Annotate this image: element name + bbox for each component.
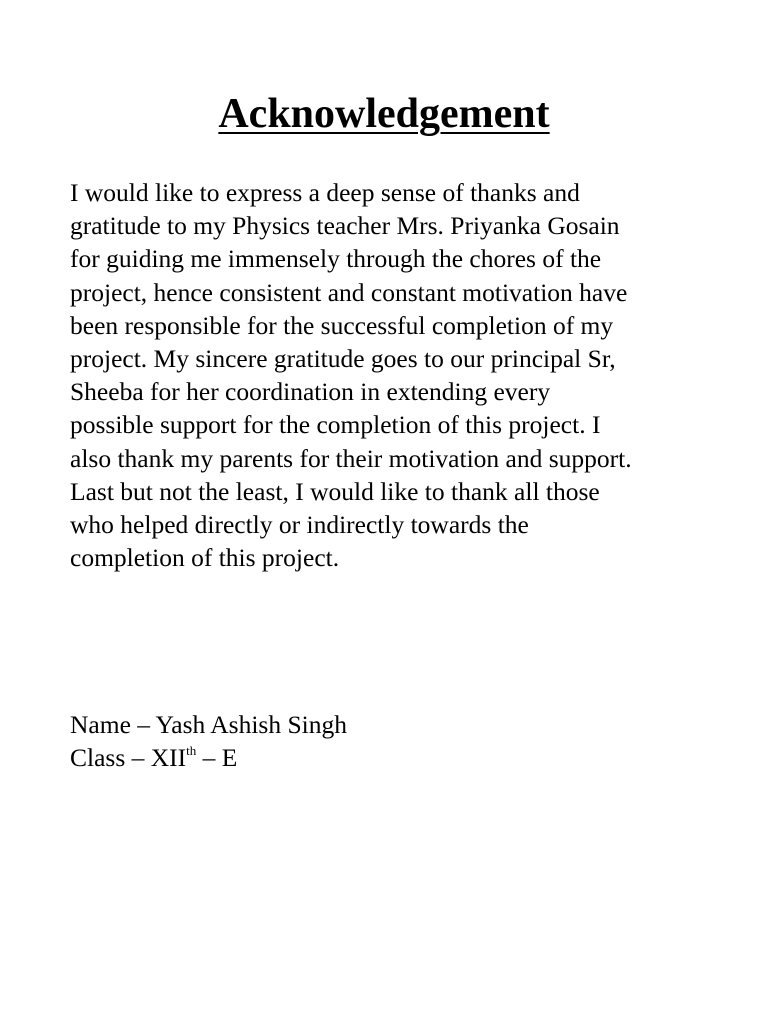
body-line: also thank my parents for their motivation and support. — [70, 443, 632, 473]
body-line: completion of this project. — [70, 543, 340, 573]
body-line: I would like to express a deep sense of thanks and — [70, 178, 580, 207]
body-line: been responsible for the successful completion of my — [70, 310, 614, 340]
class-superscript: th — [186, 743, 197, 759]
body-line: possible support for the completion of this project. I — [70, 410, 601, 440]
body-line: project. My sincere gratitude goes to our principal Sr, — [70, 344, 616, 374]
body-line: for guiding me immensely through the chores of the — [70, 244, 602, 274]
class-prefix: Class – XII — [70, 743, 187, 773]
class-suffix: – E — [196, 743, 238, 773]
body-line: gratitude to my Physics teacher Mrs. Priyanka Gosain — [70, 211, 620, 241]
student-name: Name – Yash Ashish Singh — [70, 710, 348, 739]
body-line: project, hence consistent and constant motivation have — [70, 277, 628, 307]
page-title: Acknowledgement — [218, 91, 550, 137]
student-class — [70, 741, 347, 774]
acknowledgement-body — [70, 176, 710, 574]
body-line: Last but not the least, I would like to thank all those — [70, 476, 600, 506]
body-line: Sheeba for her coordination in extending every — [70, 377, 551, 407]
signature-block — [70, 708, 347, 774]
body-line: who helped directly or indirectly towards the — [70, 510, 529, 540]
